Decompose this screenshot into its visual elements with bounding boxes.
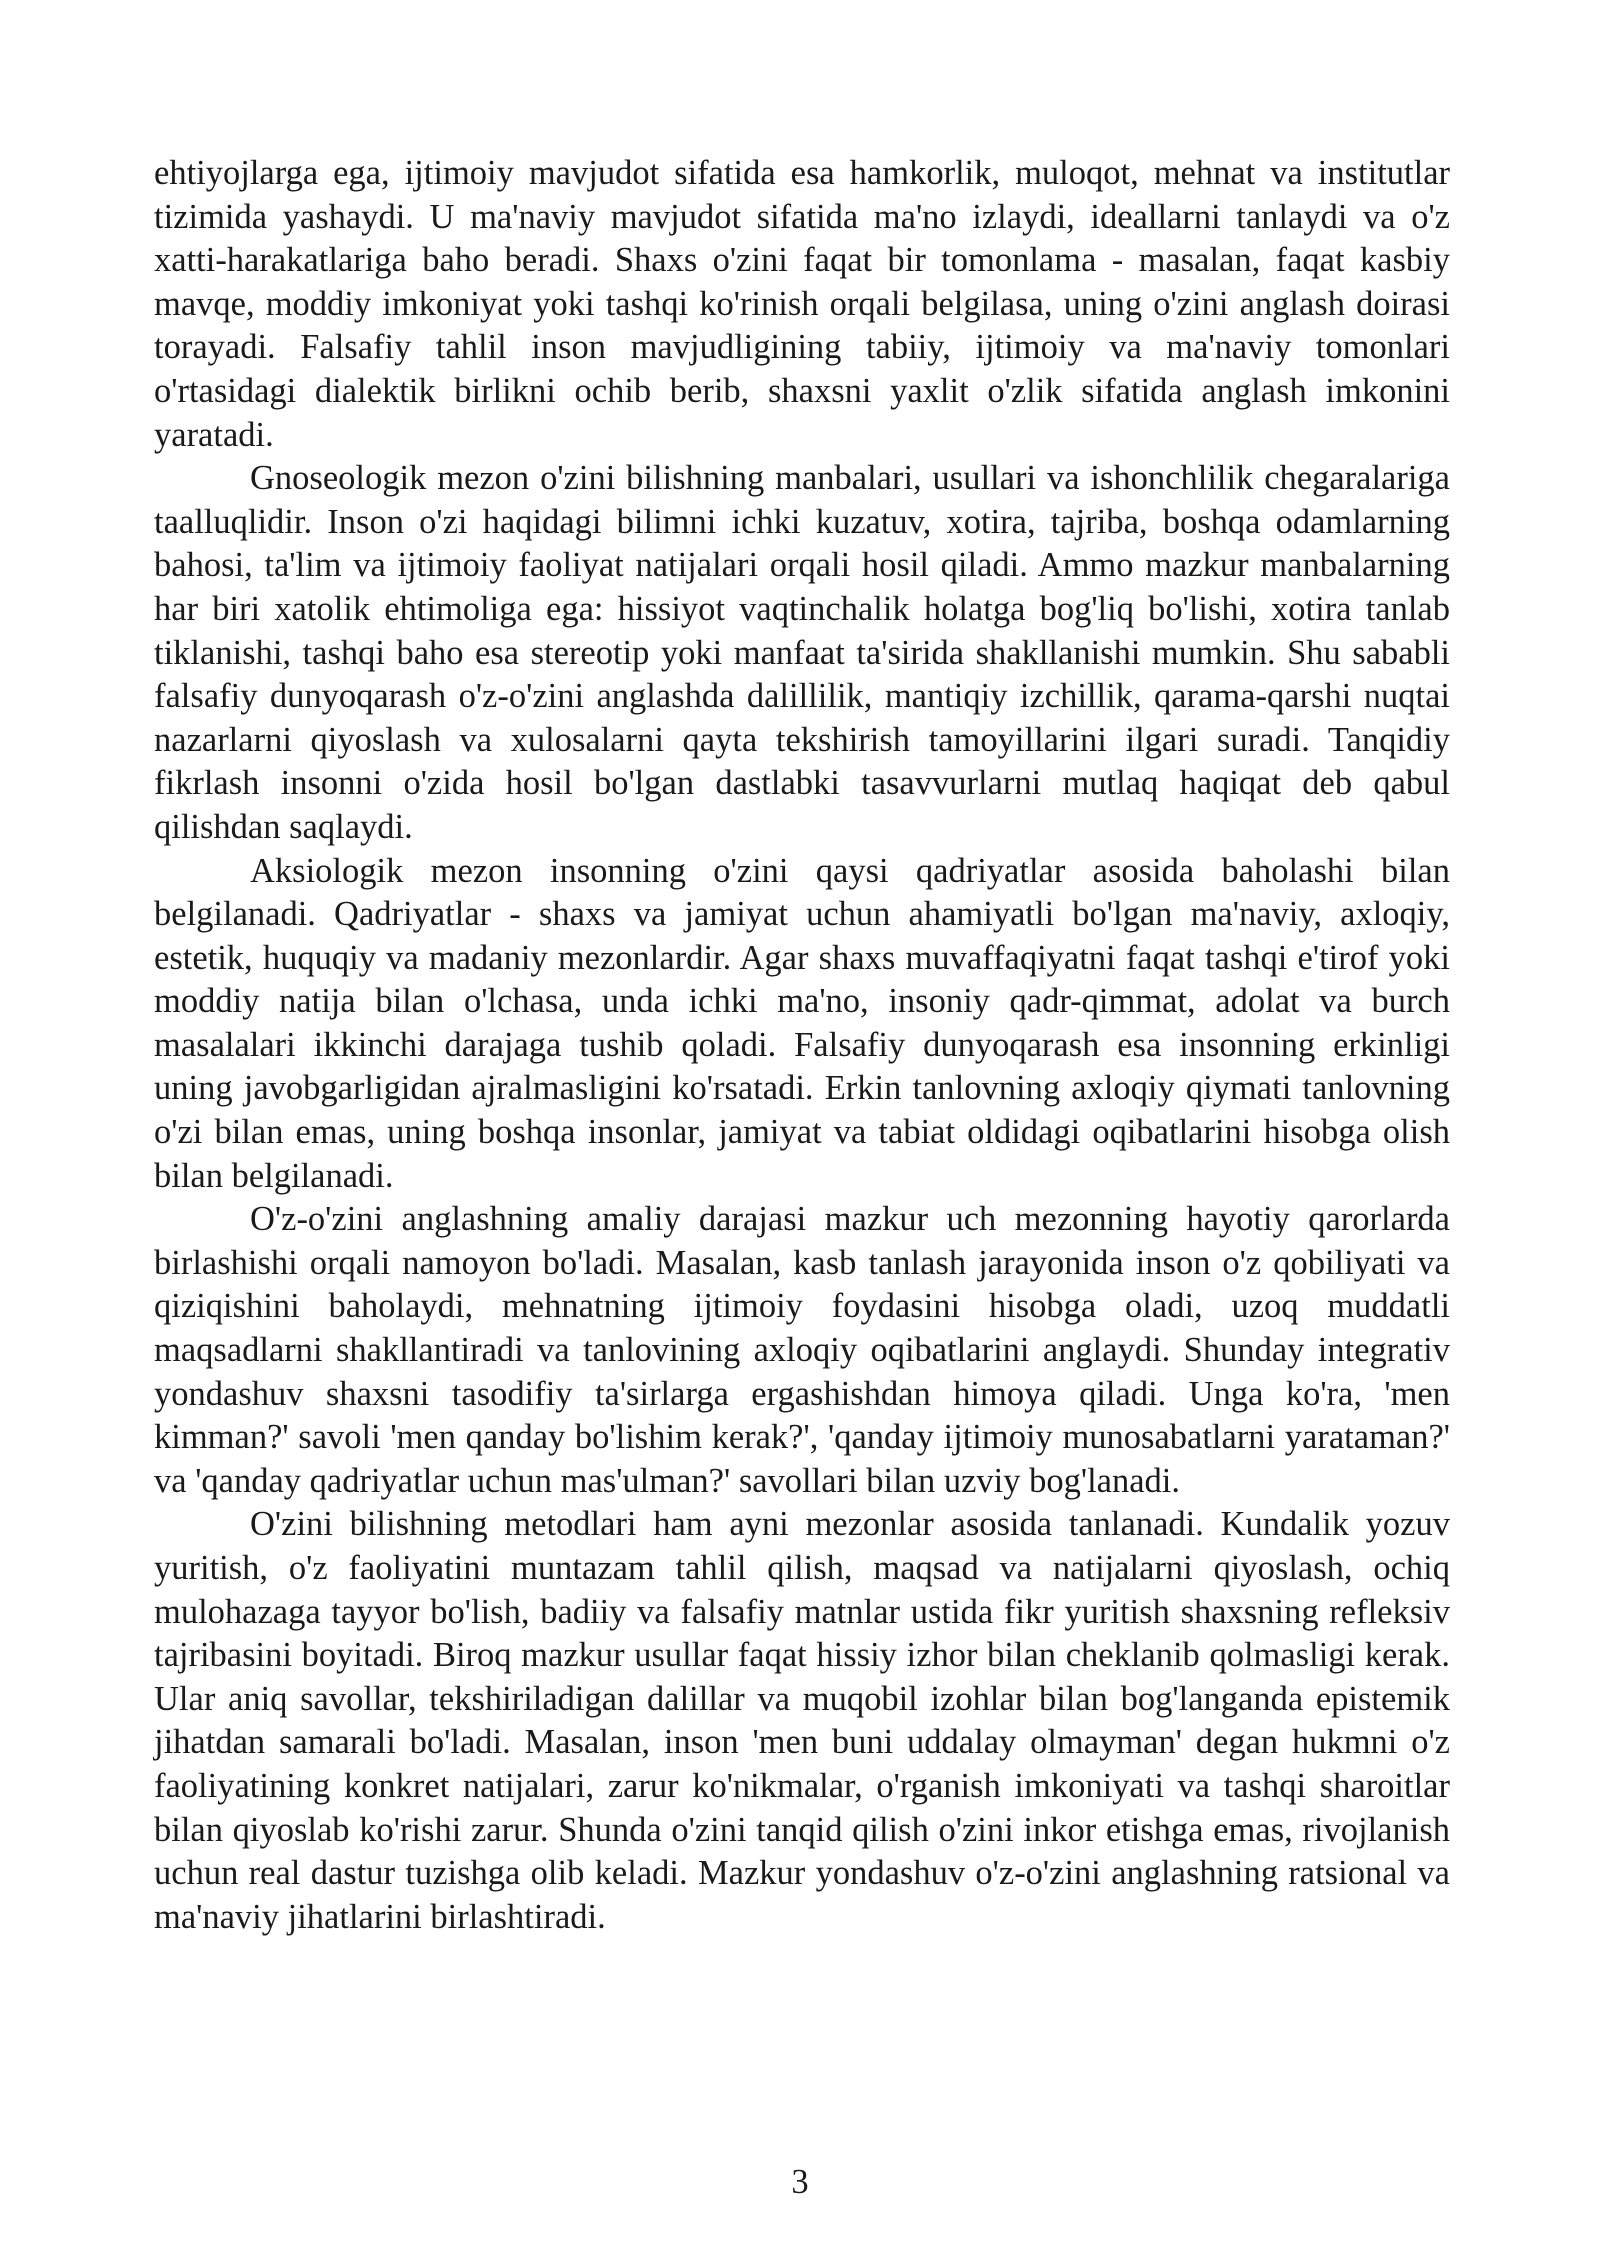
paragraph-axiological-criterion: Aksiologik mezon insonning o'zini qaysi qadriyatlar asosida baholashi bilan belgilanadi. Qadriyatlar - shaxs va jamiyat uchun ahamiyatli bo'lgan ma'naviy, axloqiy, estetik, huquqiy va madaniy mezonlardir. Agar shaxs muvaffaqiyatni faqat tashqi e'tirof yoki moddiy natija bilan o'lchasa, unda ichki ma'no, insoniy qadr-qimmat, adolat va burch masalalari ikkinchi darajaga tushib qoladi. Falsafiy dunyoqarash esa insonning erkinligi uning javobgarligidan ajralmasligini ko'rsatadi. Erkin tanlovning axloqiy qiymati tanlovning o'zi bilan emas, uning boshqa insonlar, jamiyat va tabiat oldidagi oqibatlarini hisobga olish bilan belgilanadi. — [154, 851, 1450, 1195]
paragraph-1-continuation: ehtiyojlarga ega, ijtimoiy mavjudot sifatida esa hamkorlik, muloqot, mehnat va institutlar tizimida yashaydi. U ma'naviy mavjudot sifatida ma'no izlaydi, ideallarni tanlaydi va o'z xatti-harakatlariga baho beradi. Shaxs o'zini faqat bir tomonlama - masalan, faqat kasbiy mavqe, moddiy imkoniyat yoki tashqi ko'rinish orqali belgilasa, uning o'zini anglash doirasi torayadi. Falsafiy tahlil inson mavjudligining tabiiy, ijtimoiy va ma'naviy tomonlari o'rtasidagi dialektik birlikni ochib berib, shaxsni yaxlit o'zlik sifatida anglash imkonini yaratadi. — [154, 154, 1450, 454]
body-text — [154, 152, 1450, 1939]
page-number: 3 — [791, 2163, 809, 2201]
paragraph-practical-level: O'z-o'zini anglashning amaliy darajasi mazkur uch mezonning hayotiy qarorlarda birlashishi orqali namoyon bo'ladi. Masalan, kasb tanlash jarayonida inson o'z qobiliyati va qiziqishini baholaydi, mehnatning ijtimoiy foydasini hisobga oladi, uzoq muddatli maqsadlarni shakllantiradi va tanlovining axloqiy oqibatlarini anglaydi. Shunday integrativ yondashuv shaxsni tasodifiy ta'sirlarga ergashishdan himoya qiladi. Unga ko'ra, 'men kimman?' savoli 'men qanday bo'lishim kerak?', 'qanday ijtimoiy munosabatlarni yarataman?' va 'qanday qadriyatlar uchun mas'ulman?' savollari bilan uzviy bog'lanadi. — [154, 1200, 1450, 1500]
paragraph-self-knowledge-methods: O'zini bilishning metodlari ham ayni mezonlar asosida tanlanadi. Kundalik yozuv yuritish, o'z faoliyatini muntazam tahlil qilish, maqsad va natijalarni qiyoslash, ochiq mulohazaga tayyor bo'lish, badiiy va falsafiy matnlar ustida fikr yuritish shaxsning refleksiv tajribasini boyitadi. Biroq mazkur usullar faqat hissiy izhor bilan cheklanib qolmasligi kerak. Ular aniq savollar, tekshiriladigan dalillar va muqobil izohlar bilan bog'langanda epistemik jihatdan samarali bo'ladi. Masalan, inson 'men buni uddalay olmayman' degan hukmni o'z faoliyatining konkret natijalari, zarur ko'nikmalar, o'rganish imkoniyati va tashqi sharoitlar bilan qiyoslab ko'rishi zarur. Shunda o'zini tanqid qilish o'zini inkor etishga emas, rivojlanish uchun real dastur tuzishga olib keladi. Mazkur yondashuv o'z-o'zini anglashning ratsional va ma'naviy jihatlarini birlashtiradi. — [154, 1505, 1450, 1936]
paragraph-gnoseological-criterion: Gnoseologik mezon o'zini bilishning manbalari, usullari va ishonchlilik chegaralariga taalluqlidir. Inson o'zi haqidagi bilimni ichki kuzatuv, xotira, tajriba, boshqa odamlarning bahosi, ta'lim va ijtimoiy faoliyat natijalari orqali hosil qiladi. Ammo mazkur manbalarning har biri xatolik ehtimoliga ega: hissiyot vaqtinchalik holatga bog'liq bo'lishi, xotira tanlab tiklanishi, tashqi baho esa stereotip yoki manfaat ta'sirida shakllanishi mumkin. Shu sababli falsafiy dunyoqarash o'z-o'zini anglashda dalillilik, mantiqiy izchillik, qarama-qarshi nuqtai nazarlarni qiyoslash va xulosalarni qayta tekshirish tamoyillarini ilgari suradi. Tanqidiy fikrlash insonni o'zida hosil bo'lgan dastlabki tasavvurlarni mutlaq haqiqat deb qabul qilishdan saqlaydi. — [154, 459, 1450, 846]
